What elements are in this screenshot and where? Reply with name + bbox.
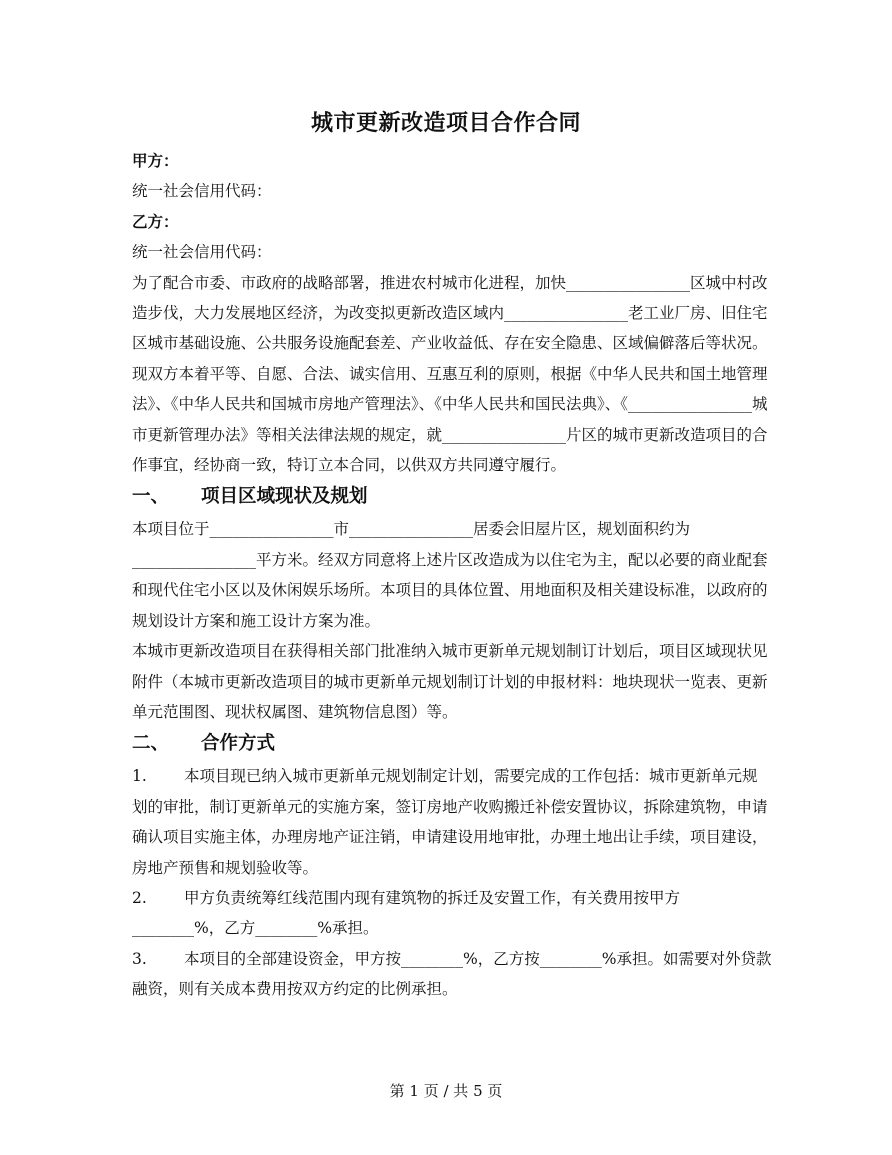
document-body: [132, 146, 772, 1005]
section-2-item-2: [132, 883, 772, 944]
party-a-label: 甲方：: [132, 151, 179, 170]
item-text: 甲方负责统筹红线范围内现有建筑物的拆迁及安置工作，有关费用按甲方________%，乙方________%承担。: [132, 888, 681, 938]
preamble-paragraph-2: 现双方本着平等、自愿、合法、诚实信用、互惠互利的原则，根据《中华人民共和国土地管理法》、《中华人民共和国城市房地产管理法》、《中华人民共和国民法典》、《________________城市更新管理办法》等相关法律法规的规定，就________________片区的城市更新改造项目的合作事宜，经协商一致，特订立本合同，以供双方共同遵守履行。: [132, 364, 768, 475]
item-text: 本项目的全部建设资金，甲方按________%，乙方按________%承担。如需要对外贷款融资，则有关成本费用按双方约定的比例承担。: [132, 949, 772, 999]
party-b-label: 乙方：: [132, 211, 179, 231]
section-2-title: 合作方式: [201, 733, 276, 755]
item-number: 3.: [132, 949, 147, 968]
section-1-heading: [132, 480, 772, 514]
section-1-paragraph-2: 本城市更新改造项目在获得相关部门批准纳入城市更新单元规划制订计划后，项目区域现状见附件（本城市更新改造项目的城市更新单元规划制订计划的申报材料：地块现状一览表、更新单元范围图、现状权属图、建筑物信息图）等。: [132, 642, 768, 721]
document-title: 城市更新改造项目合作合同: [310, 110, 581, 136]
section-1-paragraph-1: 本项目位于________________市________________居委会旧屋片区，规划面积约为________________平方米。经双方同意将上述片区改造成为以住宅为主，配以必要的商业配套和现代住宅小区以及休闲娱乐场所。本项目的具体位置、用地面积及相关建设标准，以政府的规划设计方案和施工设计方案为准。: [132, 520, 768, 630]
section-2-heading: [132, 727, 772, 761]
party-a-credit-code: 统一社会信用代码：: [132, 182, 272, 201]
section-2-item-1: [132, 761, 772, 883]
party-b-credit-code: 统一社会信用代码：: [132, 243, 272, 262]
section-2-number: 二、: [132, 733, 170, 755]
section-2-item-3: [132, 944, 772, 1005]
item-number: 2.: [132, 888, 147, 907]
section-1-number: 一、: [132, 486, 170, 508]
page-footer: 第 1 页 / 共 5 页: [389, 1082, 503, 1100]
preamble-paragraph-1: 为了配合市委、市政府的战略部署，推进农村城市化进程，加快________________区城中村改造步伐，大力发展地区经济，为改变拟更新改造区域内________________老工业厂房、旧住宅区城市基础设施、公共服务设施配套差、产业收益低、存在安全隐患、区域偏僻落后等状况。: [132, 273, 768, 353]
section-1-title: 项目区域现状及规划: [201, 486, 368, 508]
item-number: 1.: [132, 767, 147, 786]
item-text: 本项目现已纳入城市更新单元规划制定计划，需要完成的工作包括：城市更新单元规划的审批，制订更新单元的实施方案，签订房地产收购搬迁补偿安置协议，拆除建筑物，申请确认项目实施主体，办理房地产证注销，申请建设用地审批，办理土地出让手续，项目建设，房地产预售和规划验收等。: [132, 767, 768, 877]
